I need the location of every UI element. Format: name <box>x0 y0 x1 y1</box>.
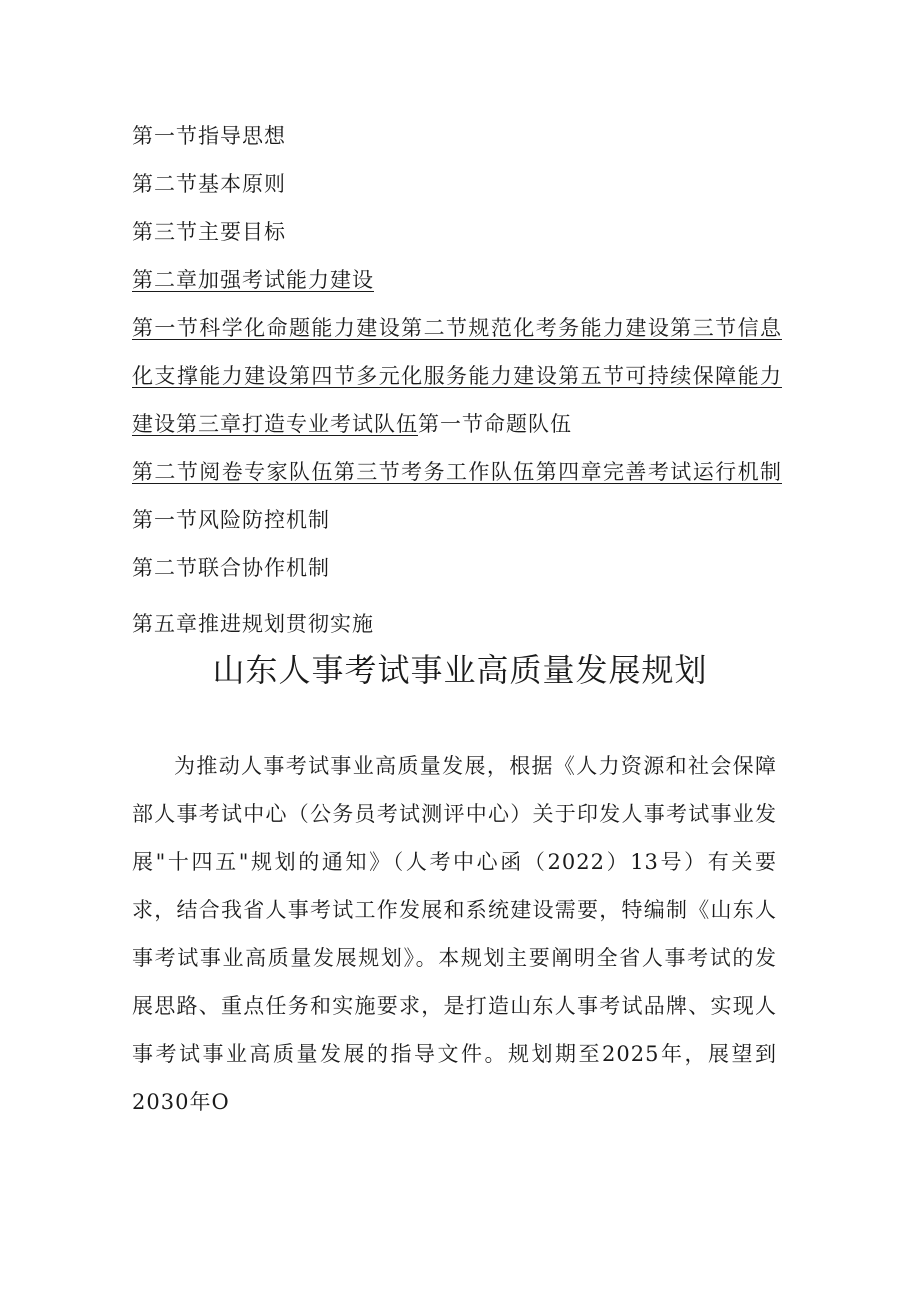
toc-link-chapter-2-sections[interactable]: 第一节科学化命题能力建设第二节规范化考务能力建设第三节信息化支撑能力建设第四节多元化服务能力建设第五节可持续保障能力建设第三章打造专业考试队伍 <box>132 316 782 436</box>
toc-item-risk-control: 第一节风险防控机制 <box>132 508 330 532</box>
toc-paragraph-chapter-2-sections <box>132 304 782 448</box>
toc-item-guiding-ideology: 第一节指导思想 <box>132 124 286 148</box>
toc-link-chapter-3-4-sections[interactable]: 第二节阅卷专家队伍第三节考务工作队伍第四章完善考试运行机制 <box>132 460 782 484</box>
toc-item-main-goals: 第三节主要目标 <box>132 220 286 244</box>
toc-chapter-2-link[interactable] <box>132 256 782 304</box>
table-of-contents <box>132 112 782 648</box>
document-title: 山东人事考试事业高质量发展规划 <box>212 651 708 689</box>
toc-item-question-team: 第一节命题队伍 <box>418 412 572 436</box>
toc-item-basic-principles: 第二节基本原则 <box>132 172 286 196</box>
toc-chapter-2-text: 第二章加强考试能力建设 <box>132 268 374 292</box>
toc-chapter-5: 第五章推进规划贯彻实施 <box>132 612 374 636</box>
toc-item-joint-cooperation: 第二节联合协作机制 <box>132 556 330 580</box>
intro-paragraph: 为推动人事考试事业高质量发展，根据《人力资源和社会保障部人事考试中心（公务员考试测评中心）关于印发人事考试事业发展"十四五"规划的通知》（人考中心函（2022）13号）有关要求，结合我省人事考试工作发展和系统建设需要，特编制《山东人事考试事业高质量发展规划》。本规划主要阐明全省人事考试的发展思路、重点任务和实施要求，是打造山东人事考试品牌、实现人事考试事业高质量发展的指导文件。规划期至2025年，展望到2030年O <box>132 754 777 1114</box>
toc-paragraph-chapter-3-4-sections <box>132 448 782 544</box>
